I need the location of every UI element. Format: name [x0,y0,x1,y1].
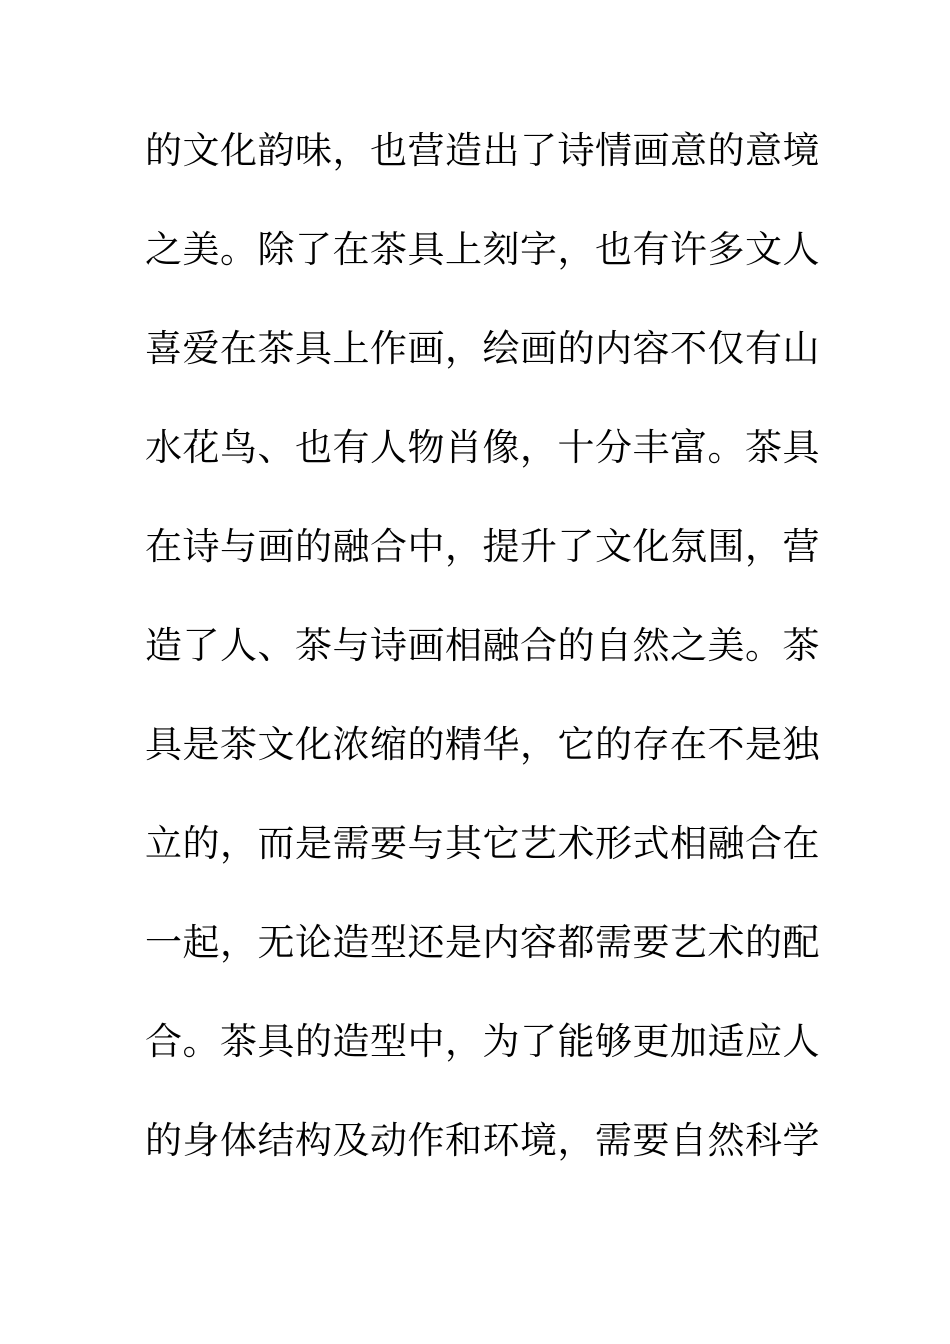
text-line: 喜爱在茶具上作画，绘画的内容不仅有山 [145,327,820,370]
text-line: 造了人、茶与诗画相融合的自然之美。茶 [145,624,820,667]
body-text [145,122,820,1211]
text-line: 合。茶具的造型中，为了能够更加适应人 [145,1020,820,1063]
text-line: 一起，无论造型还是内容都需要艺术的配 [145,921,820,964]
text-line: 具是茶文化浓缩的精华，它的存在不是独 [145,723,820,766]
text-line: 在诗与画的融合中，提升了文化氛围，营 [145,525,820,568]
text-line: 之美。除了在茶具上刻字，也有许多文人 [145,228,820,271]
text-line: 水花鸟、也有人物肖像，十分丰富。茶具 [145,426,820,469]
text-line: 的身体结构及动作和环境，需要自然科学 [145,1119,820,1162]
text-line: 的文化韵味，也营造出了诗情画意的意境 [145,129,820,172]
text-line: 立的，而是需要与其它艺术形式相融合在 [145,822,820,865]
